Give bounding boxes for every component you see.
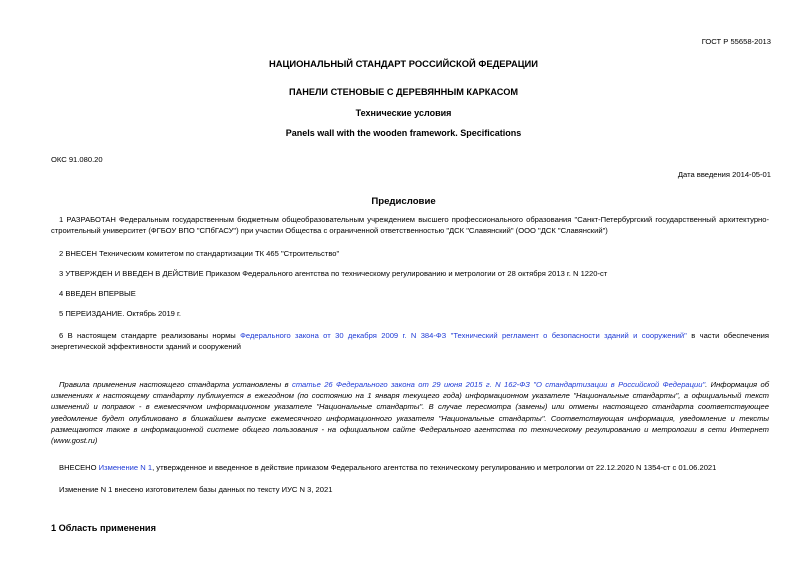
amendment-text-end: , утвержденное и введенное в действие приказом Федерального агентства по техническому регулированию и метрологии от 22.12.2020 N 1354-ст с 01.06.2021 — [152, 463, 717, 472]
amendment-1-link[interactable]: Изменение N 1 — [98, 463, 153, 472]
amendment-note: Изменение N 1 внесено изготовителем базы данных по тексту ИУС N 3, 2021 — [59, 485, 333, 494]
document-title-english: Panels wall with the wooden framework. Specifications — [285, 128, 522, 138]
amendment-paragraph — [51, 462, 769, 473]
foreword-paragraph-6-text-start: 6 В настоящем стандарте реализованы нормы — [59, 331, 241, 340]
foreword-paragraph-3: 3 УТВЕРЖДЕН И ВВЕДЕН В ДЕЙСТВИЕ Приказом Федерального агентства по техническому регулированию и метрологии от 28 октября 2013 г. N 1220-ст — [59, 269, 608, 278]
federal-law-384-link[interactable]: Федерального закона от 30 декабря 2009 г. N 384-ФЗ "Технический регламент о безопасности зданий и сооружений" — [240, 331, 687, 340]
foreword-paragraph-2: 2 ВНЕСЕН Техническим комитетом по стандартизации ТК 465 "Строительство" — [59, 249, 340, 258]
document-subtitle: Технические условия — [355, 108, 452, 118]
oks-code: ОКС 91.080.20 — [51, 155, 103, 164]
rules-text-end: . Информация об изменениях к настоящему стандарту публикуется в ежегодном (по состоянию на 1 января текущего года) информационном указателе "Национальные стандарты", а официальный текст изменений и поправок - в ежемесячном информационном указателе "Национальные стандарты". В случае пересмотра (замены) или отмены настоящего стандарта соответствующее уведомление будет опубликовано в ближайшем выпуске ежемесячного информационного указателя "Национальные стандарты". Соответствующая информация, уведомление и тексты размещаются также в информационной системе общего пользования - на официальном сайте Федерального агентства по техническому регулированию и метрологии в сети Интернет (www.gost.ru) — [51, 380, 770, 446]
foreword-paragraph-5: 5 ПЕРЕИЗДАНИЕ. Октябрь 2019 г. — [59, 309, 181, 318]
rules-text-start: Правила применения настоящего стандарта установлены в — [59, 380, 293, 389]
foreword-paragraph-1: 1 РАЗРАБОТАН Федеральным государственным бюджетным общеобразовательным учреждением высшего профессионального образования "Санкт-Петербургский государственный архитектурно-строительный университет (ФГБОУ ВПО "СПбГАСУ") при участии Общества с ограниченной ответственностью "ДСК "Славянский" (ООО "ДСК "Славянский") — [51, 215, 769, 236]
amendment-text-start: ВНЕСЕНО — [59, 463, 99, 472]
introduction-date: Дата введения 2014-05-01 — [677, 170, 771, 179]
gost-number: ГОСТ Р 55658-2013 — [701, 37, 771, 46]
foreword-heading: Предисловие — [371, 196, 436, 207]
foreword-paragraph-6-text-end: в части обеспечения энергетической эффективности зданий и сооружений — [51, 331, 769, 352]
rules-paragraph — [51, 379, 769, 446]
document-title: ПАНЕЛИ СТЕНОВЫЕ С ДЕРЕВЯННЫМ КАРКАСОМ — [288, 87, 519, 97]
foreword-paragraph-6 — [51, 330, 769, 352]
foreword-paragraph-4: 4 ВВЕДЕН ВПЕРВЫЕ — [59, 289, 136, 298]
section-1-heading: 1 Область применения — [51, 523, 156, 533]
national-standard-heading: НАЦИОНАЛЬНЫЙ СТАНДАРТ РОССИЙСКОЙ ФЕДЕРАЦИИ — [268, 58, 539, 69]
federal-law-162-link[interactable]: статье 26 Федерального закона от 29 июня 2015 г. N 162-ФЗ "О стандартизации в Российской Федерации" — [292, 380, 706, 389]
